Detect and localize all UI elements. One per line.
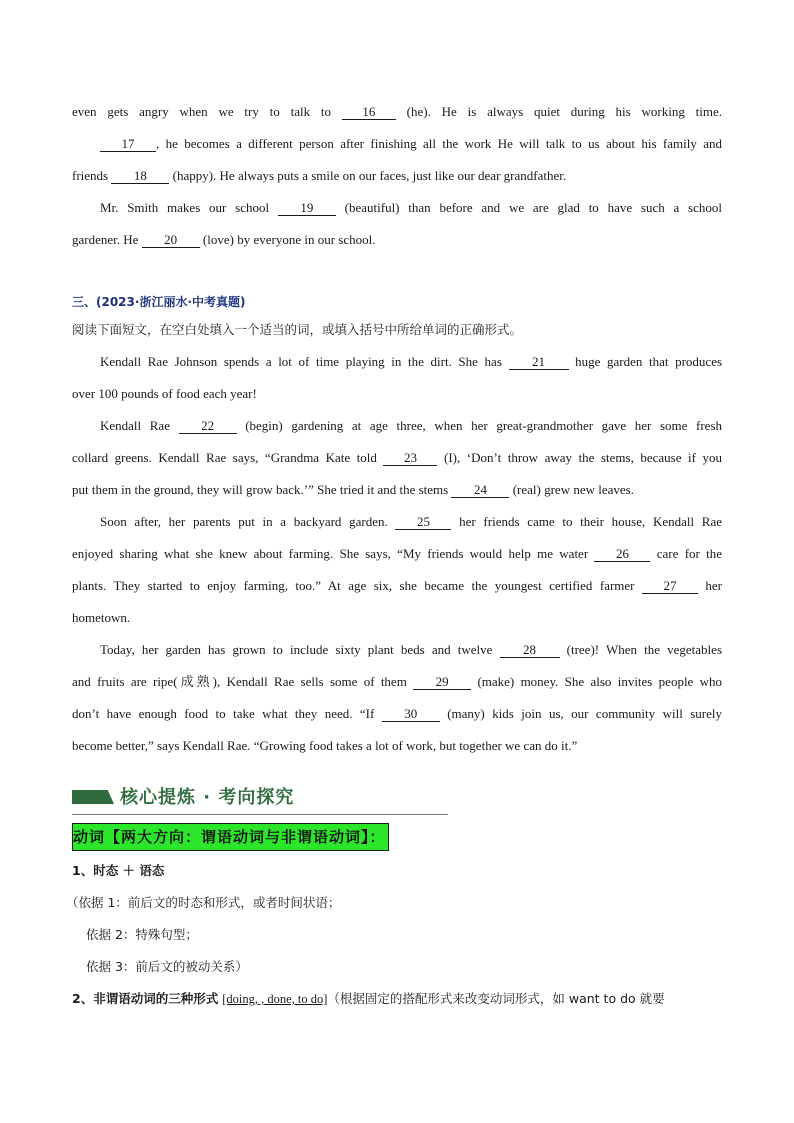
blank-26[interactable]: 26 [594,547,650,562]
text: (I), ‘Don’t throw away the stems, because if you [444,450,723,465]
text: (make) money. She also invites people who [477,674,723,689]
text: (tree)! When the vegetables [566,642,723,657]
blank-27[interactable]: 27 [642,579,698,594]
nonfinite-heading: 2、非谓语动词的三种形式 [72,991,219,1006]
p4-line-2 [72,666,722,698]
text: (happy). He always puts a smile on our faces, just like our dear grandfather. [172,168,567,183]
blank-30[interactable]: 30 [382,707,440,722]
text: (he). He is always quiet during his working time. [406,104,722,119]
p3-line-1 [72,506,722,538]
nonfinite-forms-line [72,983,722,1015]
p4-line-3 [72,698,722,730]
core-section-header [72,780,448,815]
passage1-line-3 [72,160,722,192]
p2-line-2 [72,442,722,474]
basis-1: （依据 1：前后文的时态和形式，或者时间状语； [66,895,341,910]
text: enjoyed sharing what she knew about farming. She says, “My friends would help me water [72,546,589,561]
text: gardener. He [72,232,139,247]
blank-17[interactable]: 17 [100,137,156,152]
p3-line-3 [72,570,722,602]
text: put them in the ground, they will grow back.’” She tried it and the stems [72,482,449,497]
blank-23[interactable]: 23 [383,451,437,466]
header-bar-icon [72,790,114,804]
text: (many) kids join us, our community will surely [447,706,723,721]
text: huge garden that produces [575,354,723,369]
tense-voice-heading: 1、时态 ＋ 语态 [72,863,165,878]
text: friends [72,168,109,183]
text: and fruits are ripe(成熟), Kendall Rae sells some of them [72,674,407,689]
blank-18[interactable]: 18 [111,169,169,184]
section-3-heading: 三、(2023·浙江丽水·中考真题) [72,295,246,309]
nonfinite-forms: [doing, , done, to do] [222,992,328,1006]
passage1-line-1 [72,96,722,128]
blank-16[interactable]: 16 [342,105,396,120]
p2-line-1 [72,410,722,442]
verb-banner: 动词【两大方向：谓语动词与非谓语动词】： [72,823,389,851]
core-section-title: 核心提炼 · 考向探究 [120,787,295,808]
blank-25[interactable]: 25 [395,515,451,530]
text: Kendall Rae Johnson spends a lot of time playing in the dirt. She has [100,354,502,369]
text: even gets angry when we try to talk to [72,104,332,119]
p4-line-4: become better,” says Kendall Rae. “Growing food takes a lot of work, but together we can do it.” [72,738,578,753]
text: (love) by everyone in our school. [202,232,376,247]
passage1-line-2 [72,128,722,160]
nonfinite-note: （根据固定的搭配形式来改变动词形式，如 want to do 就要 [327,991,665,1006]
text: (real) grew new leaves. [512,482,634,497]
text: (begin) gardening at age three, when her great-grandmother gave her some fresh [245,418,723,433]
p2-line-3 [72,474,722,506]
text: her friends came to their house, Kendall Rae [459,514,723,529]
blank-20[interactable]: 20 [142,233,200,248]
blank-19[interactable]: 19 [278,201,336,216]
section-3-instruction: 阅读下面短文，在空白处填入一个适当的词，或填入括号中所给单词的正确形式。 [72,322,523,337]
blank-22[interactable]: 22 [179,419,237,434]
blank-29[interactable]: 29 [413,675,471,690]
passage1-line-5 [72,224,722,256]
p3-line-2 [72,538,722,570]
text: plants. They started to enjoy farming, too.” At age six, she became the youngest certified farmer [72,578,635,593]
text: care for the [656,546,723,561]
text: don’t have enough food to take what they need. “If [72,706,375,721]
basis-3: 依据 3：前后文的被动关系） [86,959,248,974]
text: (beautiful) than before and we are glad to have such a school [344,200,722,215]
text: collard greens. Kendall Rae says, “Grandma Kate told [72,450,377,465]
p3-line-4: hometown. [72,610,131,625]
text: Kendall Rae [100,418,170,433]
text: her [705,578,722,593]
text: Mr. Smith makes our school [100,200,270,215]
p1-line-2: over 100 pounds of food each year! [72,386,257,401]
text: Soon after, her parents put in a backyard garden. [100,514,388,529]
basis-2: 依据 2：特殊句型； [86,927,198,942]
p4-line-1 [72,634,722,666]
document-page [66,96,723,1015]
blank-24[interactable]: 24 [451,483,509,498]
blank-28[interactable]: 28 [500,643,560,658]
p1-line-1 [72,346,722,378]
passage1-line-4 [72,192,722,224]
text: Today, her garden has grown to include sixty plant beds and twelve [100,642,493,657]
text: , he becomes a different person after finishing all the work He will talk to us about his family and [156,136,722,151]
blank-21[interactable]: 21 [509,355,569,370]
